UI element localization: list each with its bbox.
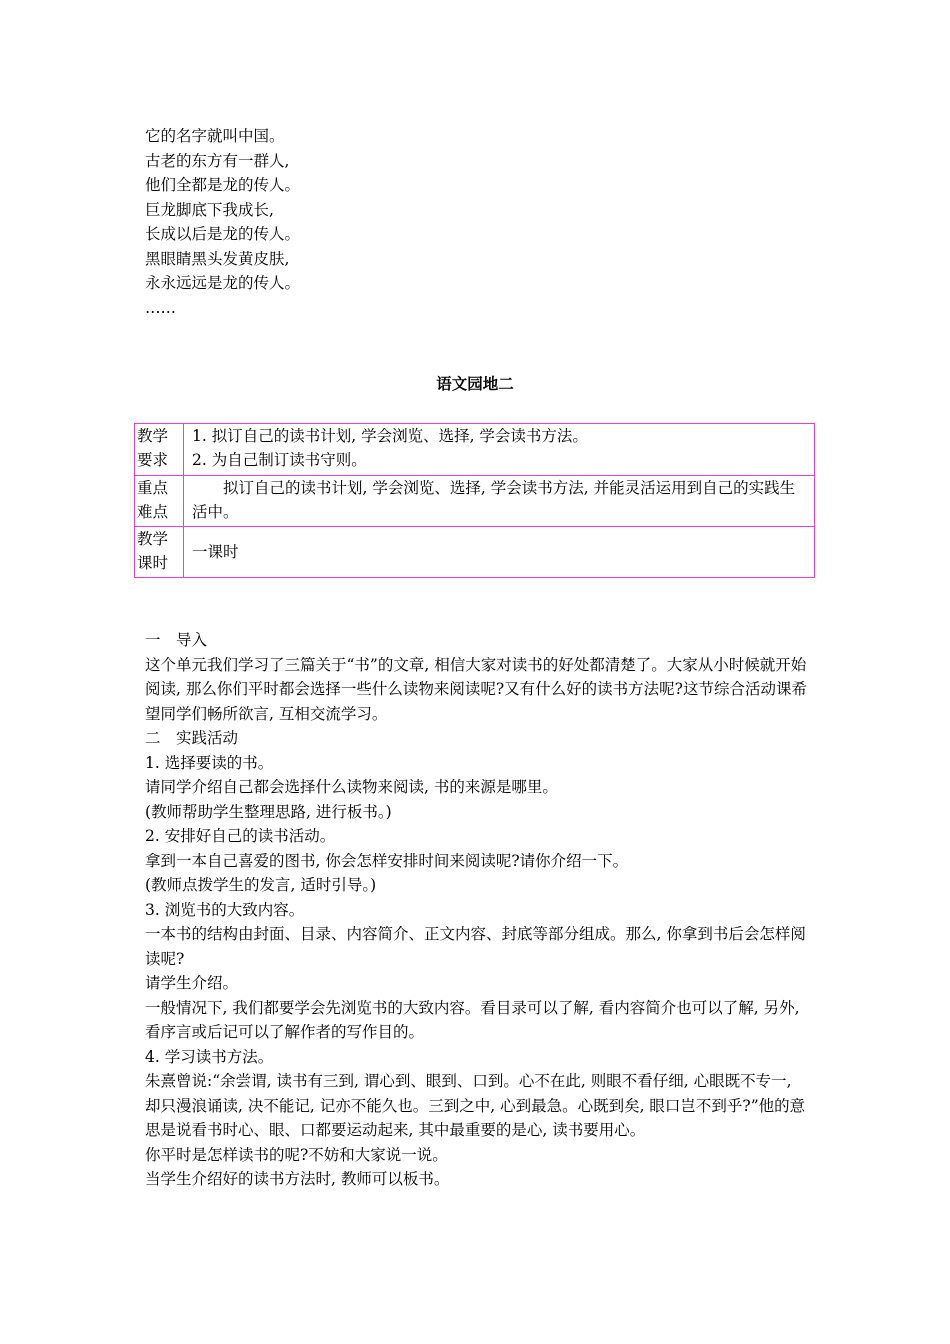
row-label: 教学 要求	[135, 424, 184, 476]
paragraph: 请同学介绍自己都会选择什么读物来阅读, 书的来源是哪里。	[145, 778, 558, 796]
paragraph: 拿到一本自己喜爱的图书, 你会怎样安排时间来阅读呢?请你介绍一下。	[145, 851, 629, 870]
paragraph: 你平时是怎样读书的呢?不妨和大家说一说。	[145, 1145, 448, 1164]
lesson-plan-table	[134, 423, 815, 578]
paragraph: 朱熹曾说:“余尝谓, 读书有三到, 谓心到、眼到、口到。心不在此, 则眼不看仔细, 心眼既不专一, 却只漫浪诵读, 决不能记, 记亦不能久也。三到之中, 心到最急。心既到矣, 眼口岂不到乎?”他的意思是说看书时心、眼、口都要运动起来, 其中最重要的是心, 读书要用心。	[145, 1072, 806, 1139]
paragraph: 4. 学习读书方法。	[145, 1047, 274, 1066]
table-row	[135, 476, 815, 527]
heading-practice: 二 实践活动	[145, 729, 239, 747]
poem-line: 永永远远是龙的传人。	[145, 274, 301, 292]
poem-line: 黑眼睛黑头发黄皮肤,	[145, 249, 290, 268]
paragraph: (教师点拨学生的发言, 适时引导。)	[145, 876, 377, 894]
paragraph: 1. 选择要读的书。	[145, 753, 274, 772]
table-row	[135, 424, 815, 476]
paragraph: (教师帮助学生整理思路, 进行板书。)	[145, 802, 392, 821]
poem-line: 它的名字就叫中国。	[145, 127, 285, 145]
paragraph: 2. 安排好自己的读书活动。	[145, 827, 336, 845]
row-label: 教学 课时	[135, 527, 184, 578]
row-content: 一课时	[184, 527, 815, 578]
paragraph: 当学生介绍好的读书方法时, 教师可以板书。	[145, 1170, 450, 1188]
poem-line: 巨龙脚底下我成长,	[145, 200, 274, 219]
section-title: 语文园地二	[436, 375, 514, 393]
heading-intro: 一 导入	[145, 631, 208, 649]
row-label: 重点 难点	[135, 476, 184, 527]
poem-ellipsis: ……	[145, 298, 176, 317]
paragraph: 3. 浏览书的大致内容。	[145, 900, 305, 919]
poem-excerpt	[145, 124, 645, 320]
poem-line: 古老的东方有一群人,	[145, 151, 290, 170]
paragraph: 一般情况下, 我们都要学会先浏览书的大致内容。看目录可以了解, 看内容简介也可以了解, 另外, 看序言或后记可以了解作者的写作目的。	[145, 998, 800, 1041]
lesson-body	[145, 628, 810, 1192]
paragraph: 请学生介绍。	[145, 974, 239, 992]
poem-line: 他们全都是龙的传人。	[145, 176, 301, 194]
row-content: 拟订自己的读书计划, 学会浏览、选择, 学会读书方法, 并能灵活运用到自己的实践生活中。	[184, 476, 815, 527]
row-content: 1. 拟订自己的读书计划, 学会浏览、选择, 学会读书方法。 2. 为自己制订读书守则。	[184, 424, 815, 476]
paragraph: 这个单元我们学习了三篇关于“书”的文章, 相信大家对读书的好处都清楚了。大家从小时候就开始阅读, 那么你们平时都会选择一些什么读物来阅读呢?又有什么好的读书方法呢?这节综合活动课希望同学们畅所欲言, 互相交流学习。	[145, 655, 807, 723]
paragraph: 一本书的结构由封面、目录、内容简介、正文内容、封底等部分组成。那么, 你拿到书后会怎样阅读呢?	[145, 925, 806, 968]
table-row	[135, 527, 815, 578]
poem-line: 长成以后是龙的传人。	[145, 225, 301, 243]
